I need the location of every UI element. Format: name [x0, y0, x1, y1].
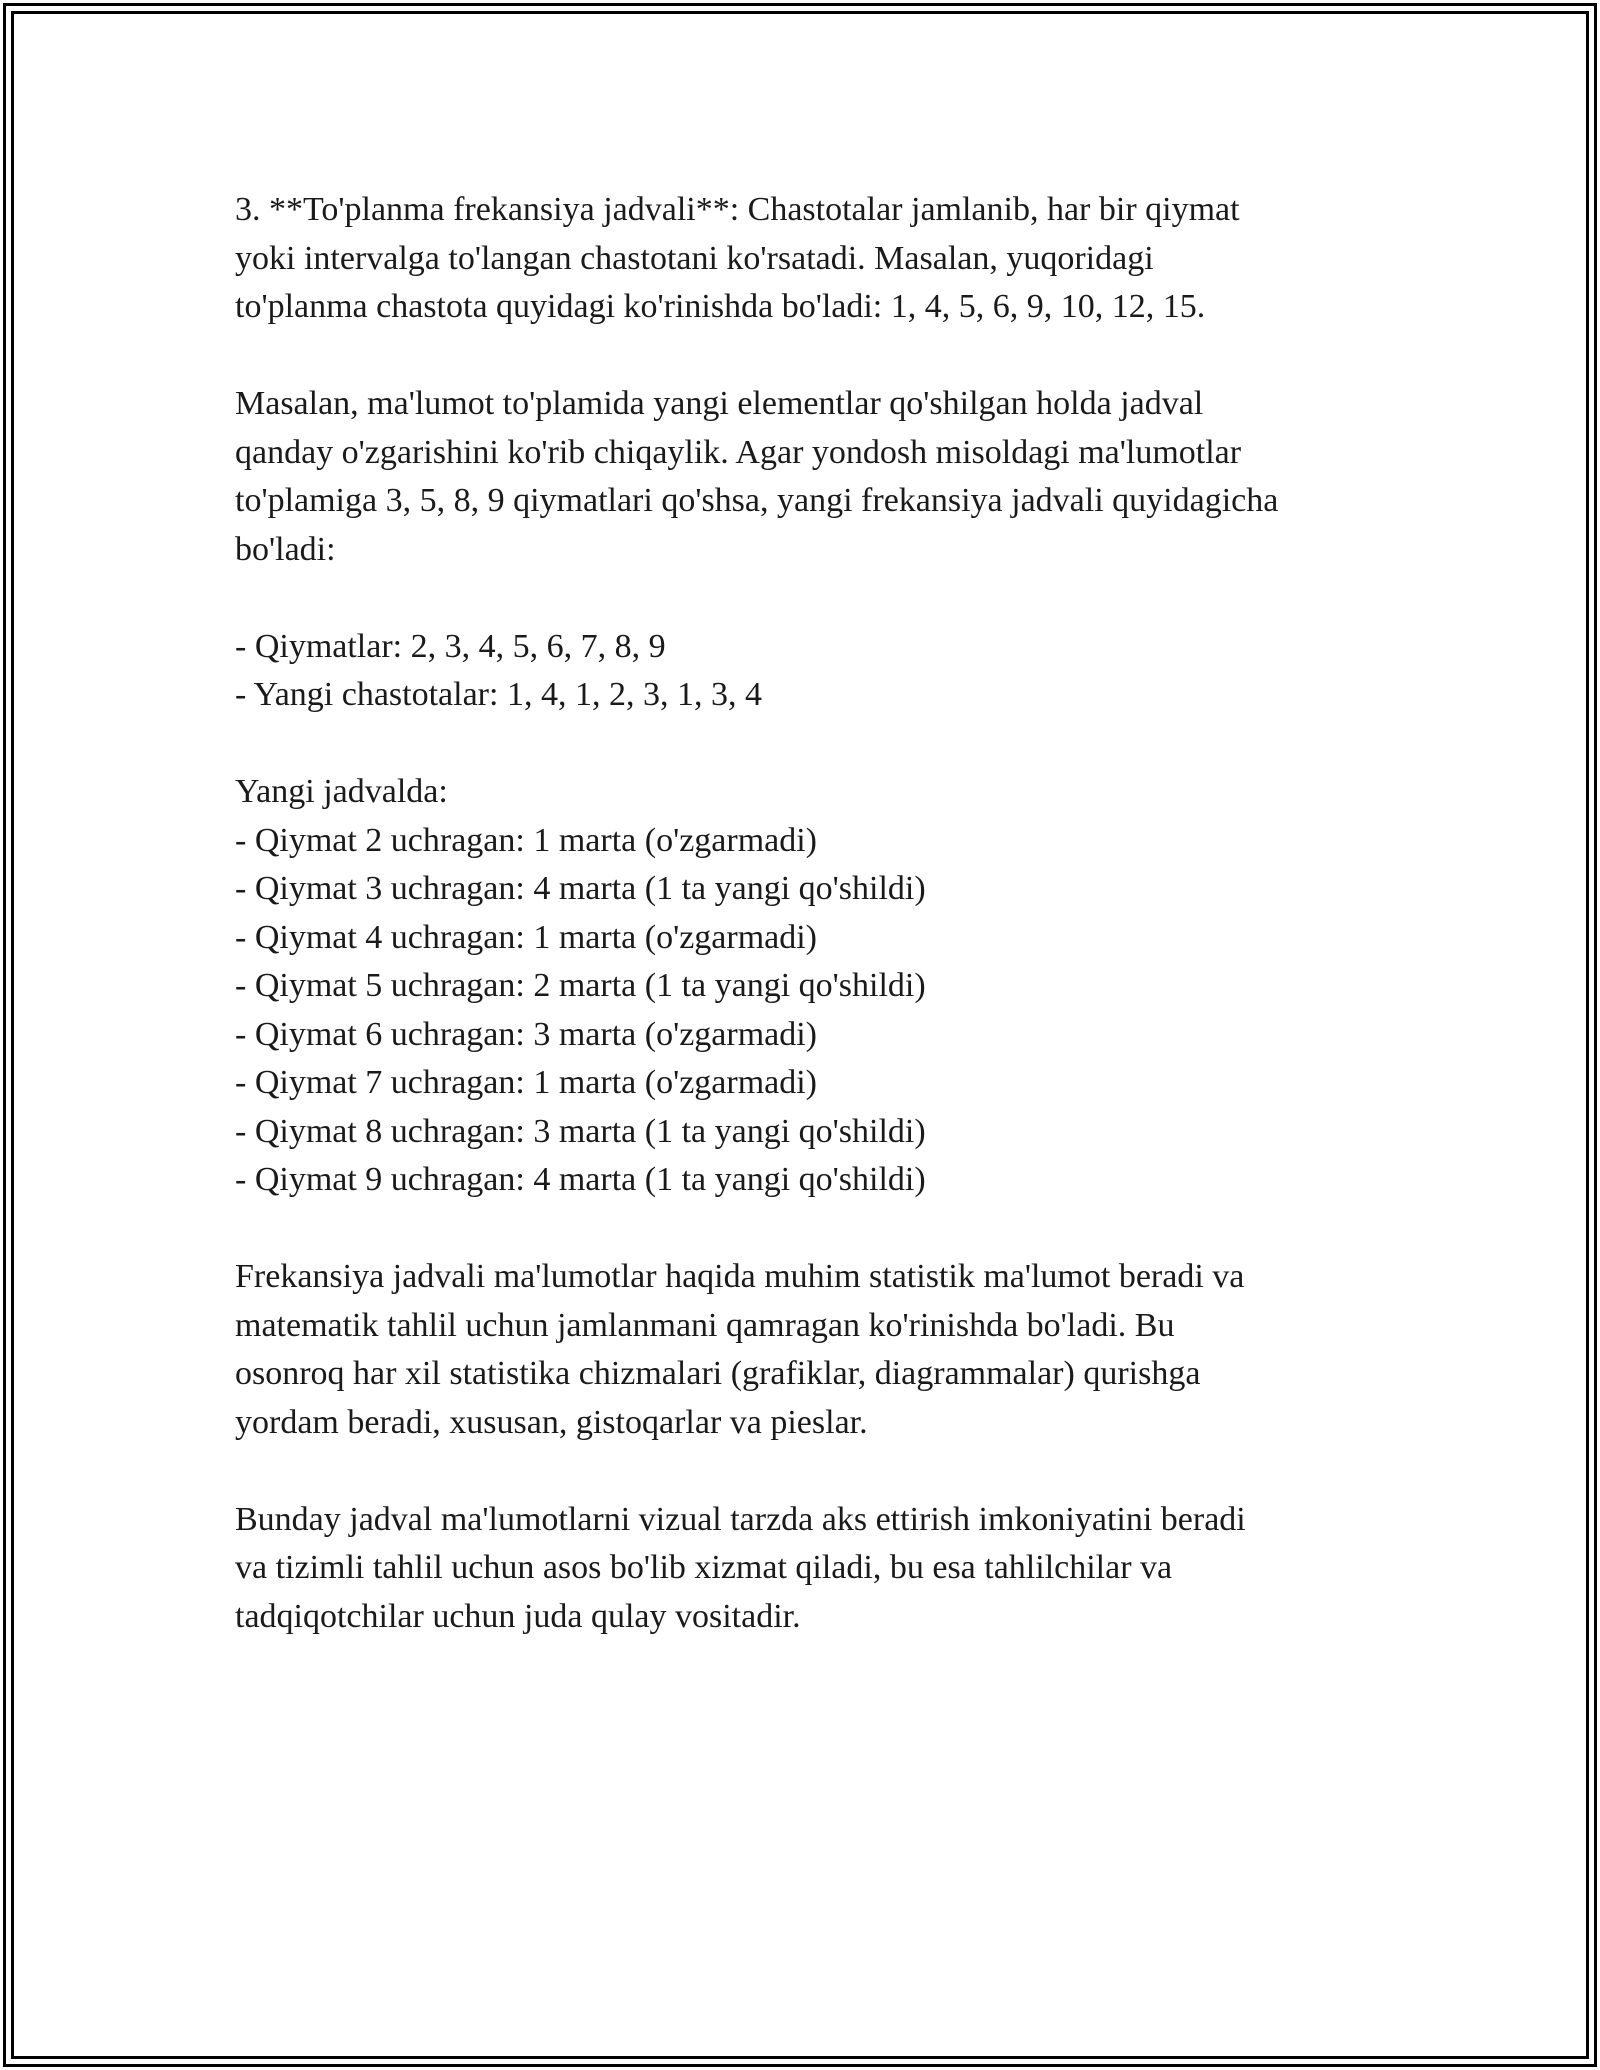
paragraph-gap: [235, 720, 1385, 769]
list-item: - Yangi chastotalar: 1, 4, 1, 2, 3, 1, 3, 4: [235, 676, 762, 713]
text-line: to'plamiga 3, 5, 8, 9 qiymatlari qo'shsa, yangi frekansiya jadvali quyidagicha: [235, 482, 1279, 519]
list-item: - Qiymat 8 uchragan: 3 marta (1 ta yangi qo'shildi): [235, 1112, 926, 1150]
paragraph-gap: [235, 1447, 1385, 1496]
text-line: Bunday jadval ma'lumotlarni vizual tarzda aks ettirish imkoniyatini beradi: [235, 1500, 1246, 1538]
text-line: Masalan, ma'lumot to'plamida yangi elementlar qo'shilgan holda jadval: [235, 385, 1204, 422]
text-line: matematik tahlil uchun jamlanmani qamragan ko'rinishda bo'ladi. Bu: [235, 1306, 1175, 1344]
text-line: Frekansiya jadvali ma'lumotlar haqida muhim statistik ma'lumot beradi va: [235, 1258, 1245, 1295]
text-line: va tizimli tahlil uchun asos bo'lib xizmat qiladi, bu esa tahlilchilar va: [235, 1549, 1173, 1586]
text-line: yoki intervalga to'langan chastotani ko'rsatadi. Masalan, yuqoridagi: [235, 239, 1154, 277]
paragraph-gap: [235, 1205, 1385, 1254]
list-item: - Qiymat 7 uchragan: 1 marta (o'zgarmadi): [235, 1064, 818, 1101]
paragraph-gap: [235, 332, 1385, 381]
list-item: - Qiymat 6 uchragan: 3 marta (o'zgarmadi): [235, 1015, 818, 1053]
text-line: yordam beradi, xususan, gistoqarlar va pieslar.: [235, 1403, 868, 1441]
list-heading: Yangi jadvalda:: [235, 773, 448, 810]
list-item: - Qiymatlar: 2, 3, 4, 5, 6, 7, 8, 9: [235, 627, 666, 665]
text-line: 3. **To'planma frekansiya jadvali**: Chastotalar jamlanib, har bir qiymat: [235, 191, 1240, 228]
paragraph-gap: [235, 574, 1385, 623]
text-line: qanday o'zgarishini ko'rib chiqaylik. Agar yondosh misoldagi ma'lumotlar: [235, 433, 1242, 471]
list-item: - Qiymat 3 uchragan: 4 marta (1 ta yangi qo'shildi): [235, 870, 926, 907]
text-line: tadqiqotchilar uchun juda qulay vositadir.: [235, 1597, 801, 1635]
text-line: bo'ladi:: [235, 530, 336, 568]
list-item: - Qiymat 2 uchragan: 1 marta (o'zgarmadi): [235, 821, 818, 859]
text-line: to'planma chastota quyidagi ko'rinishda bo'ladi: 1, 4, 5, 6, 9, 10, 12, 15.: [235, 288, 1206, 325]
document-body: [235, 186, 1385, 1641]
list-item: - Qiymat 9 uchragan: 4 marta (1 ta yangi qo'shildi): [235, 1161, 926, 1198]
list-item: - Qiymat 5 uchragan: 2 marta (1 ta yangi qo'shildi): [235, 967, 926, 1004]
text-line: osonroq har xil statistika chizmalari (grafiklar, diagrammalar) qurishga: [235, 1355, 1201, 1392]
list-item: - Qiymat 4 uchragan: 1 marta (o'zgarmadi): [235, 918, 818, 956]
